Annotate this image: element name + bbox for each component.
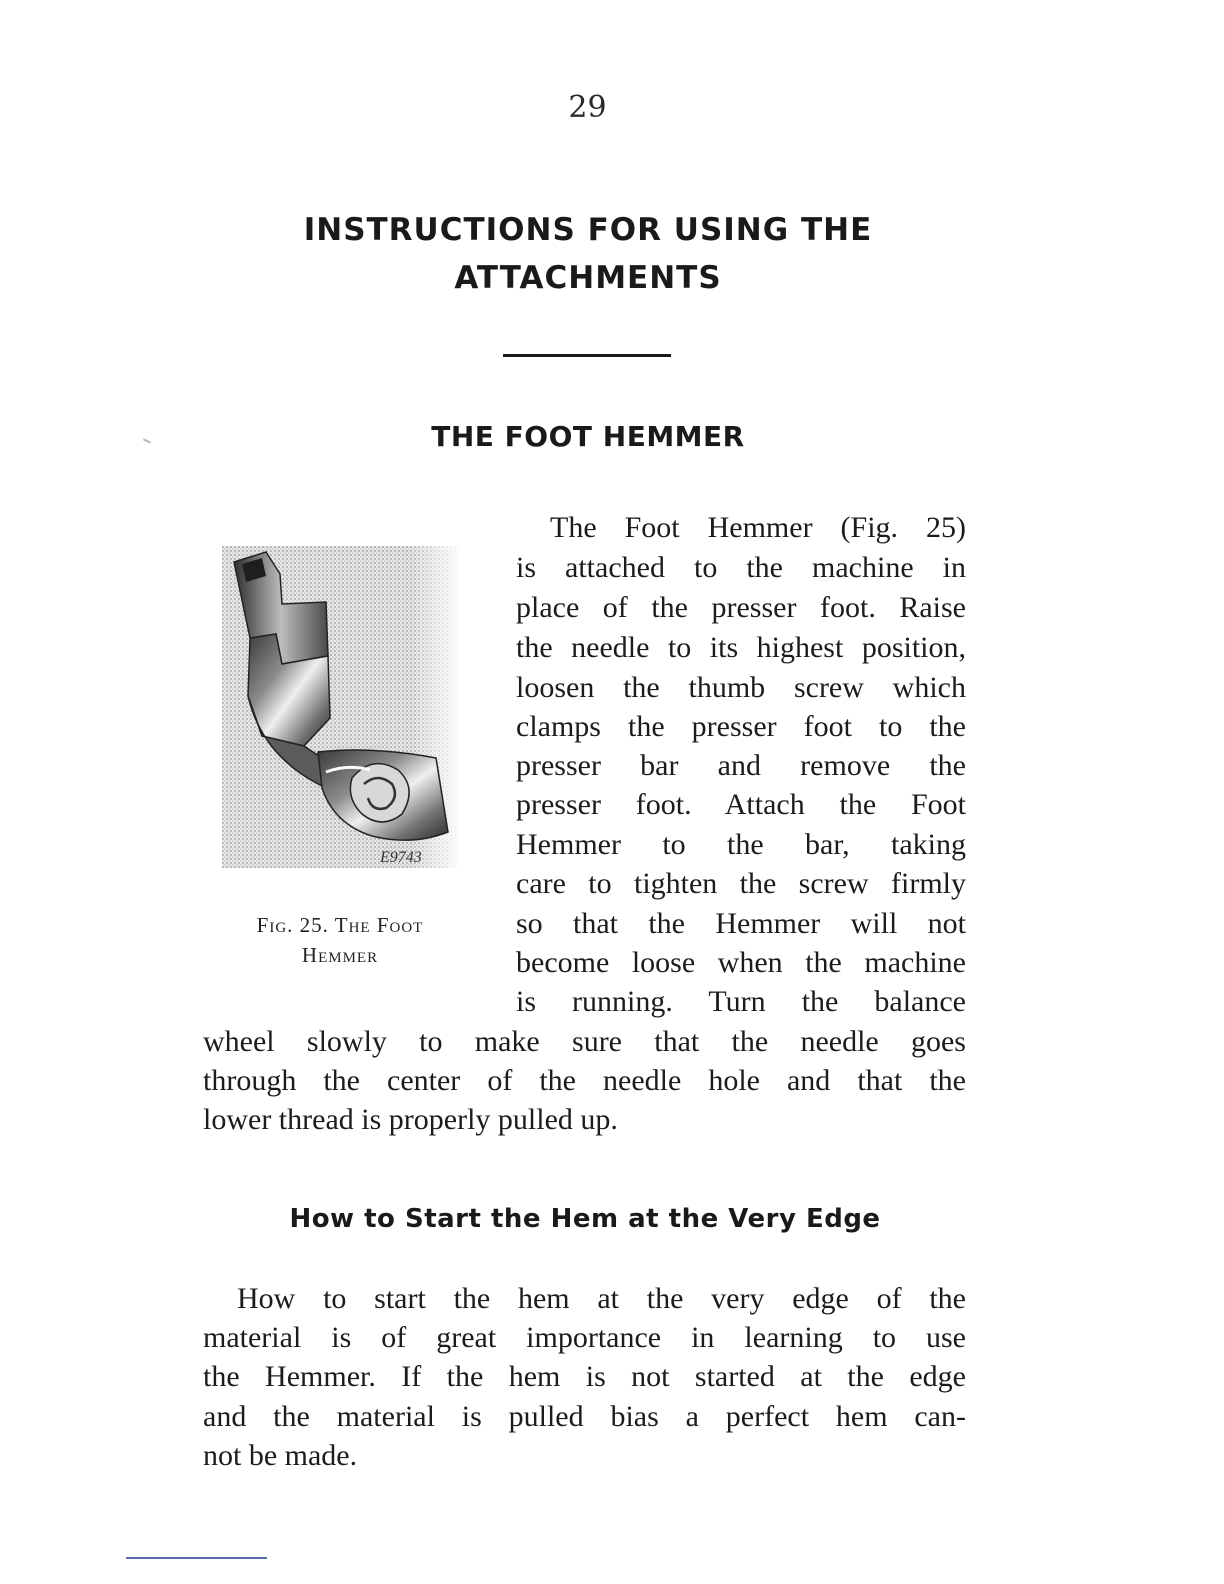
page-title-line-1: INSTRUCTIONS FOR USING THE [303,212,873,248]
paragraph-1-line: is running. Turn the balance [516,985,966,1018]
paragraph-1-line: clamps the presser foot to the [516,710,966,743]
paragraph-1-line: so that the Hemmer will not [516,907,966,940]
paragraph-1-line: lower thread is properly pulled up. [203,1103,618,1136]
page-title [200,206,976,302]
paragraph-2-line: not be made. [203,1439,358,1472]
paragraph-2-line: material is of great importance in learning to use [203,1321,966,1354]
page-title-line-2: ATTACHMENTS [454,260,722,296]
paragraph-1-line: presser foot. Attach the Foot [516,788,966,821]
footer-rule [126,1557,267,1559]
paragraph-1-line: Hemmer to the bar, taking [516,828,966,861]
subsection-heading: How to Start the Hem at the Very Edge [289,1204,881,1234]
paragraph-2-line: How to start the hem at the very edge of the [237,1282,966,1315]
paragraph-1-line: the needle to its highest position, [516,631,966,664]
paragraph-1-line: The Foot Hemmer (Fig. 25) [550,511,966,544]
figure-caption [212,910,468,970]
figure-plate-code: E9743 [380,849,422,866]
paragraph-2-line: and the material is pulled bias a perfect hem can- [203,1400,966,1433]
paragraph-1-line: presser bar and remove the [516,749,966,782]
paragraph-1-line: loosen the thumb screw which [516,671,966,704]
paragraph-1-line: wheel slowly to make sure that the needle goes [203,1025,966,1058]
figure-caption-line-2: Hemmer [301,943,379,967]
foot-hemmer-illustration [222,546,458,868]
paragraph-1-line: is attached to the machine in [516,551,966,584]
paragraph-1-line: care to tighten the screw firmly [516,867,966,900]
figure-foot-hemmer [222,546,458,868]
figure-caption-line-1: Fig. 25. The Foot [256,913,424,937]
paragraph-1-line: through the center of the needle hole and that the [203,1064,966,1097]
title-divider [503,354,671,357]
page-number: 29 [568,90,607,125]
section-title: THE FOOT HEMMER [431,420,745,453]
paragraph-2-line: the Hemmer. If the hem is not started at the edge [203,1360,966,1393]
margin-mark [143,438,151,443]
paragraph-1-line: become loose when the machine [516,946,966,979]
paragraph-1-line: place of the presser foot. Raise [516,591,966,624]
